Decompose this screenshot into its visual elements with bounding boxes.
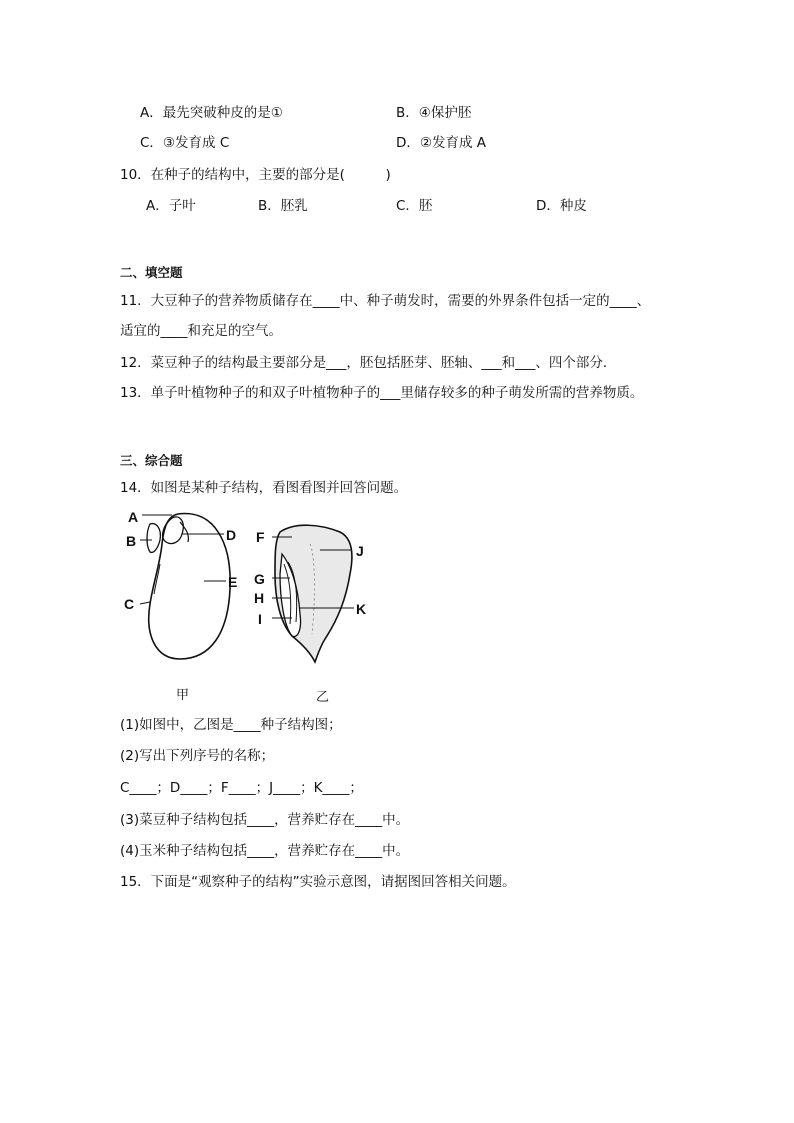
q14-stem: 14．如图是某种子结构，看图看图并回答问题。 [120,480,408,496]
caption-bean: 甲 [176,688,190,703]
section-heading-fill-blank: 二、填空题 [120,265,183,280]
label-j: J [356,543,364,559]
q14-part4: (4)玉米种子结构包括____，营养贮存在____中。 [120,843,410,859]
q10-option-c: C．胚 [396,198,433,214]
q9-option-c: C．③发育成 C [140,135,230,151]
q10-stem: 10．在种子的结构中，主要的部分是( ) [120,167,391,183]
q14-part1: (1)如图中，乙图是____种子结构图； [120,717,342,733]
q10-option-b: B．胚乳 [258,198,308,214]
q9-option-b: B．④保护胚 [396,105,472,121]
label-d: D [226,527,237,543]
q11-line1: 11．大豆种子的营养物质储存在____中、种子萌发时，需要的外界条件包括一定的____、 [120,293,651,309]
label-b: B [126,533,137,549]
label-e: E [228,574,238,590]
label-g: G [254,571,265,587]
label-a: A [128,509,139,525]
label-f: F [256,529,265,545]
q14-part2-blanks: C____；D____；F____；J____；K____； [120,780,363,796]
q12: 12．菜豆种子的结构最主要部分是___，胚包括胚芽、胚轴、___和___、四个部分． [120,355,617,371]
section-heading-comprehensive: 三、综合题 [120,453,183,468]
q9-option-a: A．最先突破种皮的是① [140,105,283,121]
q10-option-d: D．种皮 [536,198,587,214]
bean-seed-diagram [124,509,237,659]
q15-stem: 15．下面是“观察种子的结构”实验示意图，请据图回答相关问题。 [120,874,516,890]
label-c: C [124,596,135,612]
seed-structure-figure [120,504,380,664]
q13: 13．单子叶植物种子的和双子叶植物种子的___里储存较多的种子萌发所需的营养物质。 [120,385,644,401]
corn-seed-diagram [254,525,366,662]
q14-part2: (2)写出下列序号的名称； [120,748,275,764]
caption-corn: 乙 [316,690,330,705]
q11-line2: 适宜的____和充足的空气。 [120,323,282,339]
q9-option-d: D．②发育成 A [396,135,487,151]
label-i: I [258,611,262,627]
label-h: H [254,590,265,606]
q10-option-a: A．子叶 [146,198,196,214]
label-k: K [356,601,367,617]
q14-part3: (3)菜豆种子结构包括____，营养贮存在____中。 [120,812,410,828]
